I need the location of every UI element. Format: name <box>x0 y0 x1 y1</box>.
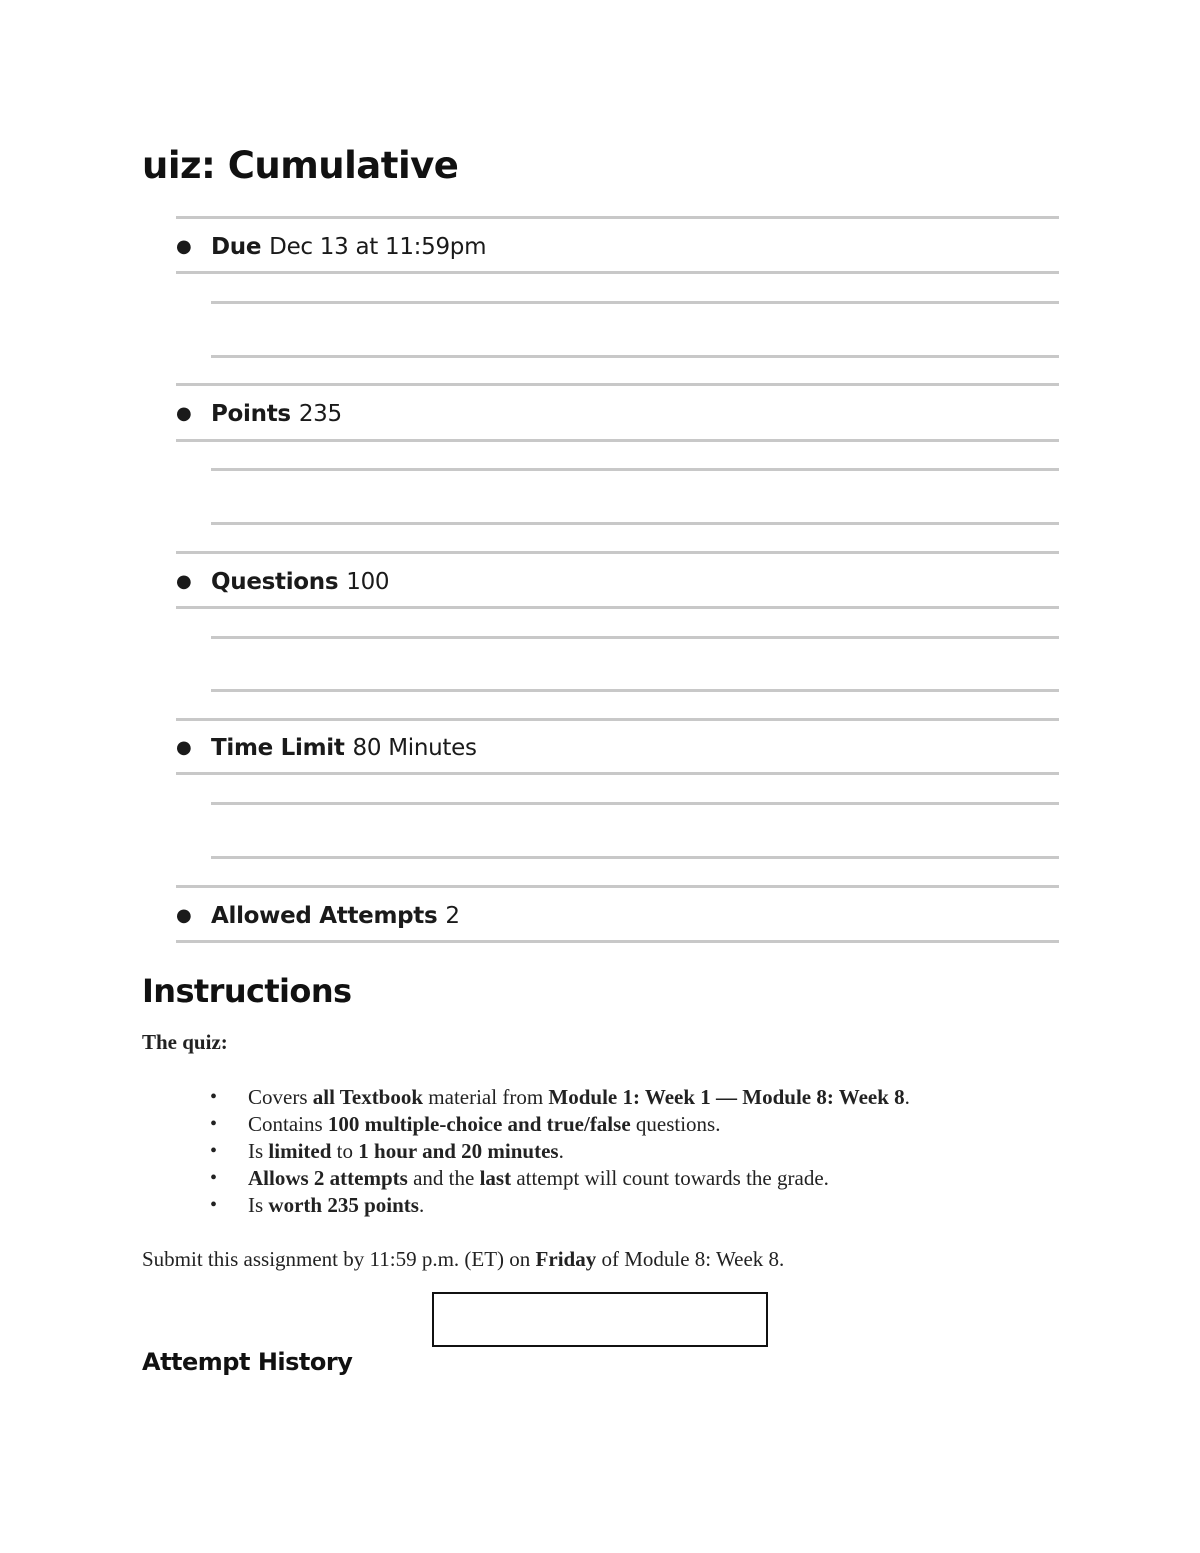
list-item: • Contains 100 multiple-choice and true/false questions. <box>210 1111 910 1138</box>
submit-instructions: Submit this assignment by 11:59 p.m. (ET) on Friday of Module 8: Week 8. <box>142 1247 785 1271</box>
instructions-list <box>210 1084 910 1219</box>
detail-time-limit <box>176 728 477 768</box>
detail-value: 100 <box>346 569 390 595</box>
page-title: uiz: Cumulative <box>142 144 459 187</box>
divider <box>211 636 1059 639</box>
divider <box>176 940 1059 943</box>
detail-label: Questions <box>211 569 339 595</box>
detail-due <box>176 227 486 267</box>
divider <box>211 856 1059 859</box>
divider <box>176 216 1059 219</box>
detail-allowed-attempts <box>176 896 460 936</box>
divider <box>211 468 1059 471</box>
detail-label: Time Limit <box>211 735 345 761</box>
detail-value: Dec 13 at 11:59pm <box>269 234 487 260</box>
divider <box>211 689 1059 692</box>
bullet-icon: ● <box>176 403 192 424</box>
divider <box>176 383 1059 386</box>
bullet-icon: ● <box>176 737 192 758</box>
detail-value: 80 Minutes <box>352 735 477 761</box>
detail-points <box>176 394 342 434</box>
detail-value: 235 <box>298 401 342 427</box>
attempt-history-heading: Attempt History <box>142 1348 353 1376</box>
bullet-icon: ● <box>176 905 192 926</box>
list-item: • Is limited to 1 hour and 20 minutes. <box>210 1138 910 1165</box>
divider <box>211 522 1059 525</box>
list-item: • Allows 2 attempts and the last attempt will count towards the grade. <box>210 1165 910 1192</box>
instructions-intro: The quiz: <box>142 1030 228 1054</box>
divider <box>176 439 1059 442</box>
divider <box>176 718 1059 721</box>
instructions-heading: Instructions <box>142 972 352 1010</box>
detail-label: Points <box>211 401 291 427</box>
detail-label: Allowed Attempts <box>211 903 438 929</box>
divider <box>211 802 1059 805</box>
divider <box>211 355 1059 358</box>
divider <box>176 271 1059 274</box>
divider <box>176 885 1059 888</box>
list-item: • Is worth 235 points. <box>210 1192 910 1219</box>
detail-value: 2 <box>445 903 460 929</box>
detail-label: Due <box>211 234 262 260</box>
divider <box>211 301 1059 304</box>
bullet-icon: ● <box>176 236 192 257</box>
list-item: • Covers all Textbook material from Module 1: Week 1 — Module 8: Week 8. <box>210 1084 910 1111</box>
detail-questions <box>176 562 389 602</box>
empty-box <box>432 1292 768 1347</box>
divider <box>176 772 1059 775</box>
divider <box>176 606 1059 609</box>
divider <box>176 551 1059 554</box>
bullet-icon: ● <box>176 571 192 592</box>
